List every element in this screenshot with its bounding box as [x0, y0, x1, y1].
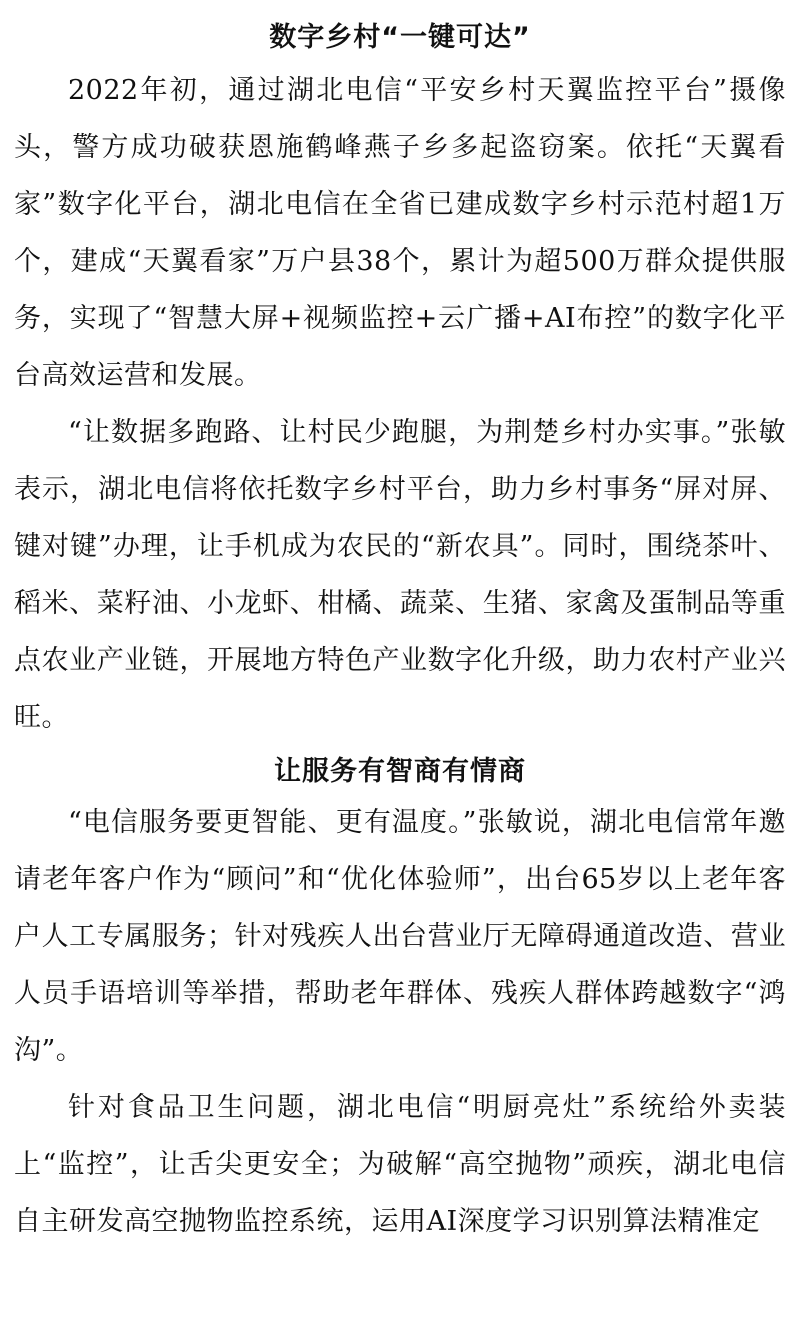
section-heading-digital-village: 数字乡村“一键可达”: [269, 22, 531, 53]
section-heading-smart-service: 让服务有智商有情商: [274, 756, 526, 787]
paragraph-food-safety: 针对食品卫生问题，湖北电信“明厨亮灶”系统给外卖装上“监控”，让舌尖更安全；为破解“高空抛物”顽疾，湖北电信自主研发高空抛物监控系统，运用AI深度学习识别算法精准定: [14, 1092, 786, 1237]
paragraph-elderly-service: “电信服务要更智能、更有温度。”张敏说，湖北电信常年邀请老年客户作为“顾问”和“优化体验师”，出台65岁以上老年客户人工专属服务；针对残疾人出台营业厅无障碍通道改造、营业人员手语培训等举措，帮助老年群体、残疾人群体跨越数字“鸿沟”。: [14, 807, 786, 1066]
article-page: [14, 0, 786, 1250]
paragraph-rural-affairs: “让数据多跑路、让村民少跑腿，为荆楚乡村办实事。”张敏表示，湖北电信将依托数字乡村平台，助力乡村事务“屏对屏、键对键”办理，让手机成为农民的“新农具”。同时，围绕茶叶、稻米、菜籽油、小龙虾、柑橘、蔬菜、生猪、家禽及蛋制品等重点农业产业链，开展地方特色产业数字化升级，助力农村产业兴旺。: [14, 417, 786, 733]
paragraph-platform-overview: 2022年初，通过湖北电信“平安乡村天翼监控平台”摄像头，警方成功破获恩施鹤峰燕子乡多起盗窃案。依托“天翼看家”数字化平台，湖北电信在全省已建成数字乡村示范村超1万个，建成“天翼看家”万户县38个，累计为超500万群众提供服务，实现了“智慧大屏+视频监控+云广播+AI布控”的数字化平台高效运营和发展。: [14, 75, 786, 391]
